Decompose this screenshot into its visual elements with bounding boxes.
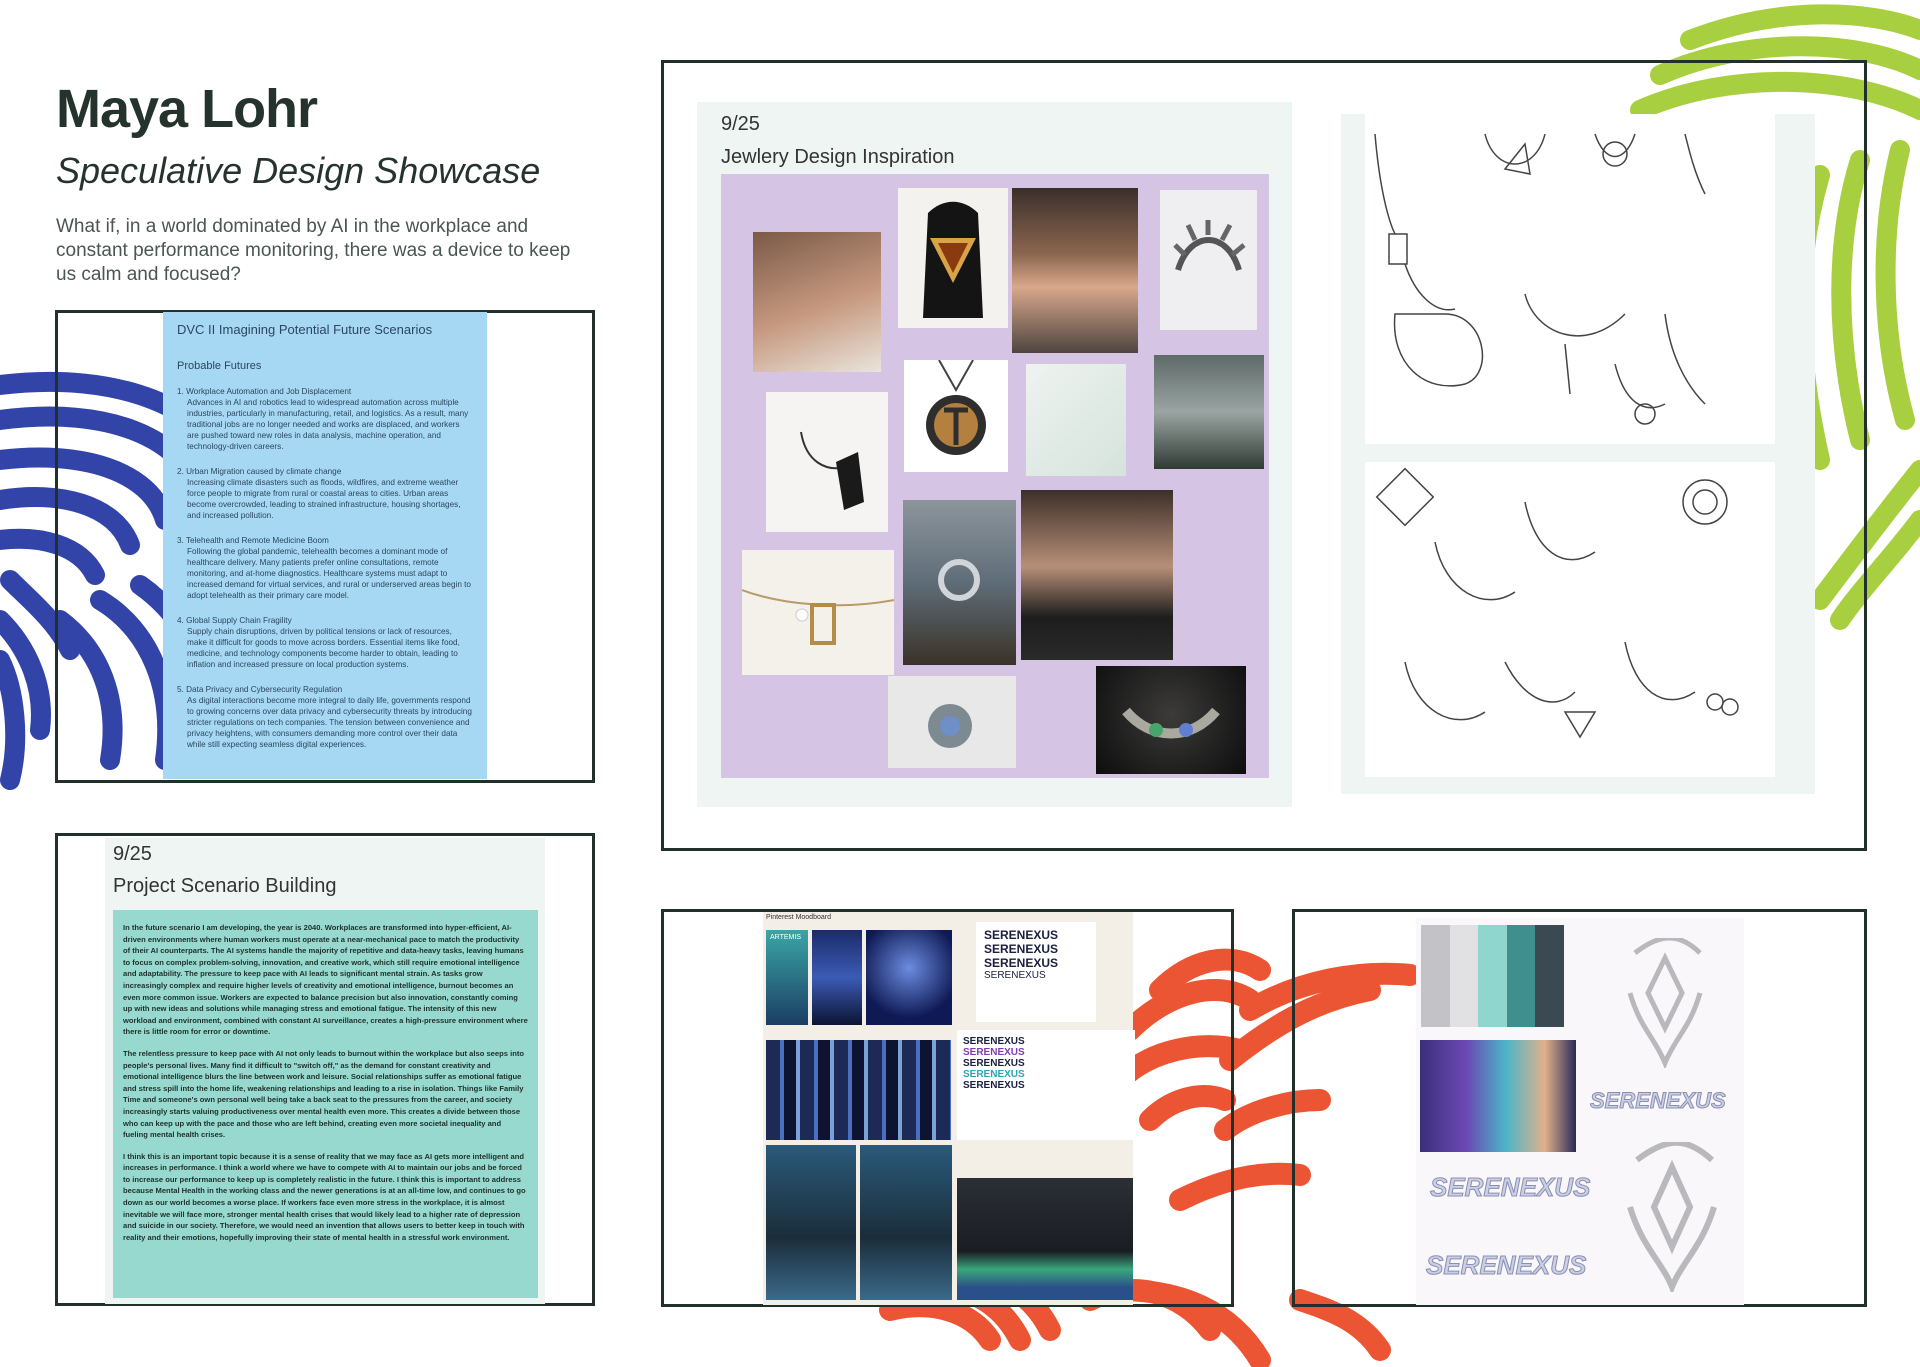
- moodboard-image: [957, 1178, 1133, 1300]
- scenario-item-title: 2. Urban Migration caused by climate change: [177, 467, 342, 476]
- wordmark-sample: SERENEXUS: [963, 1058, 1025, 1069]
- scenario-paragraph: I think this is an important topic because it is a sense of reality that we may face as AI gets more intelligent and increases in performance. I think a world where we have to compete with AI to maintain our jobs and be forced to increase our performance to keep up is completely realistic in the future. I think this is important to address because Mental Health in the working class and the newer generations is at an all-time low, and continues to go down as our world becomes a worse place. If workers face even more stress in the workplace, it is almost inevitable we will face more, stronger mental health crises that would likely lead to a higher rate of depression and suicide in our society. Therefore, we would need an invention that allows users to better keep in touch with reality and their emotions, hopefully improving their state of mental health in a stressful work environment.: [123, 1151, 526, 1242]
- moodboard-image: [766, 1145, 856, 1300]
- scenario-item-title: 5. Data Privacy and Cybersecurity Regulation: [177, 685, 343, 694]
- moodboard-header: Pinterest Moodboard: [766, 914, 831, 921]
- jewelry-photo: [753, 232, 881, 372]
- jewelry-photo: [904, 360, 1008, 472]
- jewelry-sketch-page: [1365, 114, 1775, 444]
- brand-portrait: [1420, 1040, 1576, 1152]
- poster-label: ARTEMIS: [770, 934, 801, 941]
- moodboard-image: [766, 1040, 951, 1140]
- jewelry-photo: [1026, 364, 1126, 476]
- jewelry-photo: [742, 550, 894, 675]
- brand-emblem-icon: [1620, 938, 1710, 1068]
- jewelry-sketch-page: [1365, 462, 1775, 777]
- scenario-item-body: Following the global pandemic, telehealth becomes a dominant mode of healthcare delivery. Many patients prefer online consultations, remote monitoring, and at-home diagnostics. Healthcare systems must adapt to increased demand for virtual services, and rural or underserved areas begin to adopt telehealth as their primary care model.: [187, 547, 471, 600]
- jewelry-date: 9/25: [721, 113, 760, 135]
- moodboard-image: [976, 922, 1096, 1022]
- moodboard-image: [766, 930, 808, 1025]
- wordmark-sample: SERENEXUS: [963, 1036, 1025, 1047]
- jewelry-photo: [898, 188, 1008, 328]
- jewelry-photo: [888, 676, 1016, 768]
- logo-mark: [1620, 938, 1710, 1068]
- moodboard-image: [860, 1145, 952, 1300]
- brand-emblem-icon: [1622, 1142, 1722, 1292]
- jewelry-photo: [1154, 355, 1264, 469]
- wordmark-sample: SERENEXUS: [963, 1069, 1025, 1080]
- palette-swatch: [1421, 925, 1450, 1027]
- sketch-drawing: [1365, 462, 1775, 777]
- scenario-item: [177, 615, 473, 670]
- logo-mark: [1622, 1142, 1722, 1292]
- moodboard-image: [957, 1030, 1135, 1140]
- jewelry-photo: [1012, 188, 1138, 353]
- scenario-item-body: Increasing climate disasters such as floods, wildfires, and extreme weather force people to migrate from rural or coastal areas to cities. Urban areas become overcrowded, leading to strained infrastructure, housing shortages, and increased pollution.: [187, 478, 461, 520]
- scenario-paragraph: In the future scenario I am developing, the year is 2040. Workplaces are transformed into hyper-efficient, AI-driven environments where human workers must operate at a near-mechanical pace to match the productivity of their AI counterparts. The AI systems handle the majority of repetitive and data-heavy tasks, leaving humans to focus on complex problem-solving, innovation, and creative work, which still require emotional intelligence and adaptability. The pressure to keep pace with AI leads to significant mental strain. As tasks grow increasingly complex and require higher levels of creativity and emotional intelligence, burnout becomes an even more common issue. Workers are expected to balance precision but also innovation, constantly coming up with new ideas and solutions while managing stress and emotional fatigue. The intensity of this new workload and environment, combined with constant AI surveillance, creates a high-pressure environment where there is little room for error or downtime.: [123, 923, 528, 1037]
- scenario-item: [177, 466, 473, 521]
- scenario-paragraph: The relentless pressure to keep pace with AI not only leads to burnout within the workplace but also seeps into people's personal lives. Many find it difficult to "switch off," as the demand for constant creativity and emotional intelligence blurs the line between work and leisure. Social relationships suffer as emotional fatigue and stress spill into the home life, weakening relationships and leading to a rise in isolation. Things like Family Time and someone's own personal well being take a back seat to the pressures from the career, and society increasingly starts valuing productiveness over mental health even more. This creates a divide between those who can keep up with the pace and those who are left behind, creating even more societal inequality and fueling mental health crises.: [123, 1048, 524, 1140]
- brand-wordmark: SERENEXUS: [1426, 1250, 1587, 1280]
- jewelry-photo: [1096, 666, 1246, 774]
- brand-wordmark: SERENEXUS: [1590, 1088, 1726, 1113]
- palette-swatch: [1507, 925, 1536, 1027]
- scenarios-document: [163, 312, 487, 779]
- page-title: Maya Lohr: [56, 79, 318, 139]
- scenario-item-title: 3. Telehealth and Remote Medicine Boom: [177, 536, 329, 545]
- jewelry-photo: [903, 500, 1016, 665]
- scenarios-title: DVC II Imagining Potential Future Scenarios: [177, 322, 433, 337]
- page-subtitle: Speculative Design Showcase: [56, 150, 541, 191]
- scenario-date: 9/25: [113, 843, 152, 865]
- intro-text: What if, in a world dominated by AI in the workplace and constant performance monitoring, there was a device to keep us calm and focused?: [56, 216, 571, 285]
- scenario-item-title: 4. Global Supply Chain Fragility: [177, 616, 292, 625]
- scenarios-section: Probable Futures: [177, 360, 262, 372]
- jewelry-photo: [766, 392, 888, 532]
- brand-wordmark: SERENEXUS: [1430, 1172, 1591, 1202]
- jewelry-photo: [1021, 490, 1173, 660]
- scenario-item-body: As digital interactions become more integral to daily life, governments respond to growing concerns over data privacy and cybersecurity threats by introducing stricter regulations on tech companies. The tension between convenience and privacy heightens, with consumers demanding more control over their data while still expecting seamless digital experiences.: [187, 696, 472, 749]
- scenario-document: [113, 910, 538, 1298]
- wordmark-sample: SERENEXUS: [984, 942, 1059, 956]
- moodboard-image: [812, 930, 862, 1025]
- wordmark-sample: SERENEXUS: [984, 970, 1046, 981]
- palette-swatch: [1478, 925, 1507, 1027]
- palette-swatch: [1450, 925, 1479, 1027]
- scenario-item-body: Advances in AI and robotics lead to widespread automation across multiple industries, particularly in manufacturing, retail, and logistics. As a result, many traditional jobs are no longer needed and works are displaced, and workers are pushed toward new roles in data analysis, machine operation, and technology-driven careers.: [187, 398, 469, 451]
- scenario-item-body: Supply chain disruptions, driven by political tensions or lack of resources, make it difficult for goods to move across borders. Essential items like food, medicine, and technology components become harder to obtain, leading to inflation and increased pressure on local production systems.: [187, 627, 460, 669]
- scenario-item: [177, 535, 473, 601]
- jewelry-photo: [1160, 190, 1257, 330]
- color-palette: [1421, 925, 1564, 1027]
- moodboard-image: [866, 930, 952, 1025]
- wordmark-sample: SERENEXUS: [984, 928, 1059, 942]
- wordmark-sample: SERENEXUS: [984, 956, 1059, 970]
- sketch-drawing: [1365, 114, 1775, 444]
- wordmark-sample: SERENEXUS: [963, 1080, 1025, 1091]
- wordmark-sample: SERENEXUS: [963, 1047, 1025, 1058]
- scenario-item-title: 1. Workplace Automation and Job Displacement: [177, 387, 352, 396]
- palette-swatch: [1535, 925, 1564, 1027]
- scenario-panel-title: Project Scenario Building: [113, 875, 337, 897]
- scenario-item: [177, 386, 473, 452]
- scenario-item: [177, 684, 473, 750]
- jewelry-panel-title: Jewlery Design Inspiration: [721, 146, 955, 168]
